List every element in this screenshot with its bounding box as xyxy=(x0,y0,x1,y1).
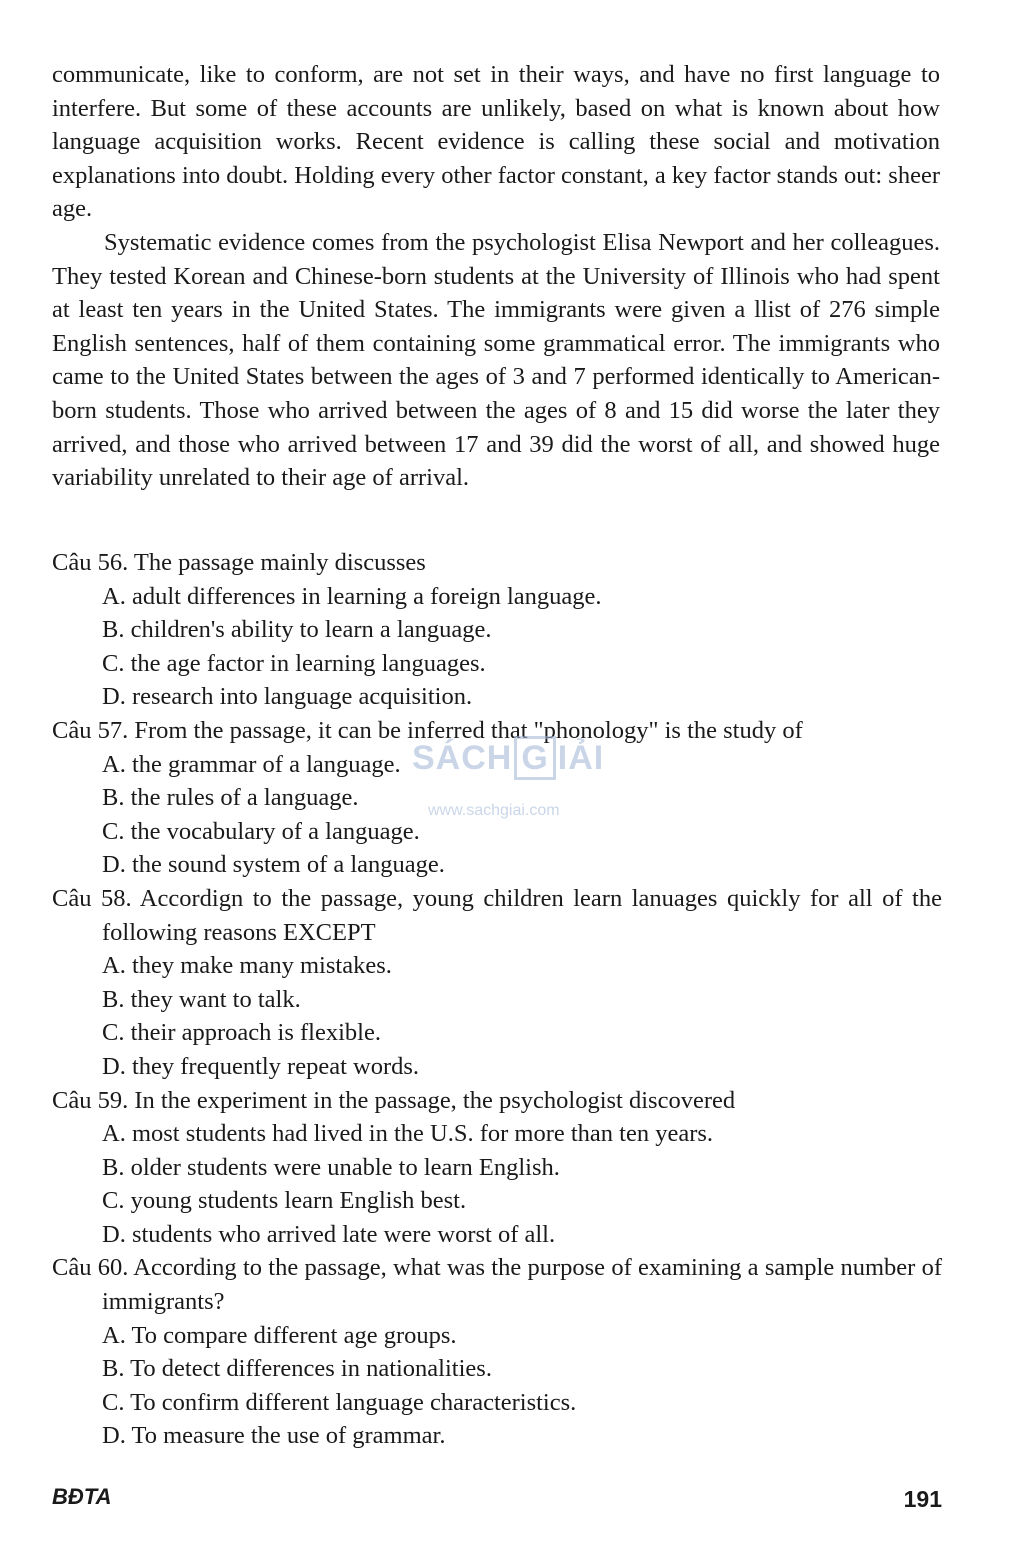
question-60 xyxy=(52,1251,942,1453)
question-59 xyxy=(52,1084,942,1252)
watermark-logo-left: SÁCH xyxy=(412,738,513,777)
answer-option-a: A. adult differences in learning a foreign language. xyxy=(102,582,602,610)
footer-book-code: BĐTA xyxy=(52,1484,112,1509)
question-stem: Câu 56. The passage mainly discusses xyxy=(52,549,426,576)
answer-option-c: C. the vocabulary of a language. xyxy=(102,817,420,845)
question-57 xyxy=(52,714,942,882)
watermark-logo-right: IẢI xyxy=(557,738,605,777)
answer-option-d: D. the sound system of a language. xyxy=(102,851,445,879)
answer-option-b: B. older students were unable to learn English. xyxy=(102,1153,560,1181)
answer-option-a: A. most students had lived in the U.S. for more than ten years. xyxy=(102,1120,714,1148)
question-stem: Câu 59. In the experiment in the passage, the psychologist discovered xyxy=(52,1086,736,1114)
watermark-url: www.sachgiai.com xyxy=(428,802,560,819)
answer-option-a: A. To compare different age groups. xyxy=(102,1321,457,1349)
reading-passage xyxy=(52,58,940,495)
answer-option-c: C. their approach is flexible. xyxy=(102,1019,381,1047)
answer-option-b: B. To detect differences in nationalities. xyxy=(102,1355,492,1383)
question-stem: Câu 60. According to the passage, what was the purpose of examining a sample number of immigrants? xyxy=(52,1254,942,1316)
answer-option-a: A. the grammar of a language. xyxy=(102,750,401,778)
answer-options xyxy=(52,580,942,714)
answer-option-d: D. students who arrived late were worst of all. xyxy=(102,1220,556,1248)
passage-paragraph: communicate, like to conform, are not set in their ways, and have no first language to interfere. But some of these accounts are unlikely, based on what is known about how language acquisition works. Recent evidence is calling these social and motivation explanations into doubt. Holding every other factor constant, a key factor stands out: sheer age. xyxy=(52,61,940,223)
question-56 xyxy=(52,546,942,714)
answer-option-b: B. the rules of a language. xyxy=(102,784,359,812)
answer-option-c: C. the age factor in learning languages. xyxy=(102,649,486,677)
question-stem: Câu 57. From the passage, it can be inferred that "phonology" is the study of xyxy=(52,716,803,744)
answer-option-d: D. research into language acquisition. xyxy=(102,683,473,711)
answer-options xyxy=(52,1117,942,1251)
page-number: 191 xyxy=(903,1486,942,1512)
answer-option-a: A. they make many mistakes. xyxy=(102,952,392,980)
answer-option-b: B. children's ability to learn a language. xyxy=(102,616,492,644)
question-58 xyxy=(52,882,942,1084)
answer-options xyxy=(52,1319,942,1453)
passage-paragraph: Systematic evidence comes from the psychologist Elisa Newport and her colleagues. They tested Korean and Chinese-born students at the University of Illinois who had spent at least ten years in the United States. The immigrants were given a llist of 276 simple English sentences, half of them containing some grammatical error. The immigrants who came to the United States between the ages of 3 and 7 performed identically to American-born students. Those who arrived between the ages of 8 and 15 did worse the later they arrived, and those who arrived between 17 and 39 did the worst of all, and showed huge variability unrelated to their age of arrival. xyxy=(52,228,940,492)
answer-option-d: D. they frequently repeat words. xyxy=(102,1052,420,1080)
answer-options xyxy=(52,748,942,882)
answer-option-c: C. young students learn English best. xyxy=(102,1187,467,1215)
answer-options xyxy=(52,949,942,1083)
answer-option-d: D. To measure the use of grammar. xyxy=(102,1422,446,1450)
watermark-logo-g: G xyxy=(514,736,555,780)
question-stem: Câu 58. Accordign to the passage, young children learn lanuages quickly for all of the following reasons EXCEPT xyxy=(52,884,942,946)
question-list xyxy=(52,546,942,1453)
answer-option-b: B. they want to talk. xyxy=(102,985,301,1013)
answer-option-c: C. To confirm different language characteristics. xyxy=(102,1388,577,1416)
